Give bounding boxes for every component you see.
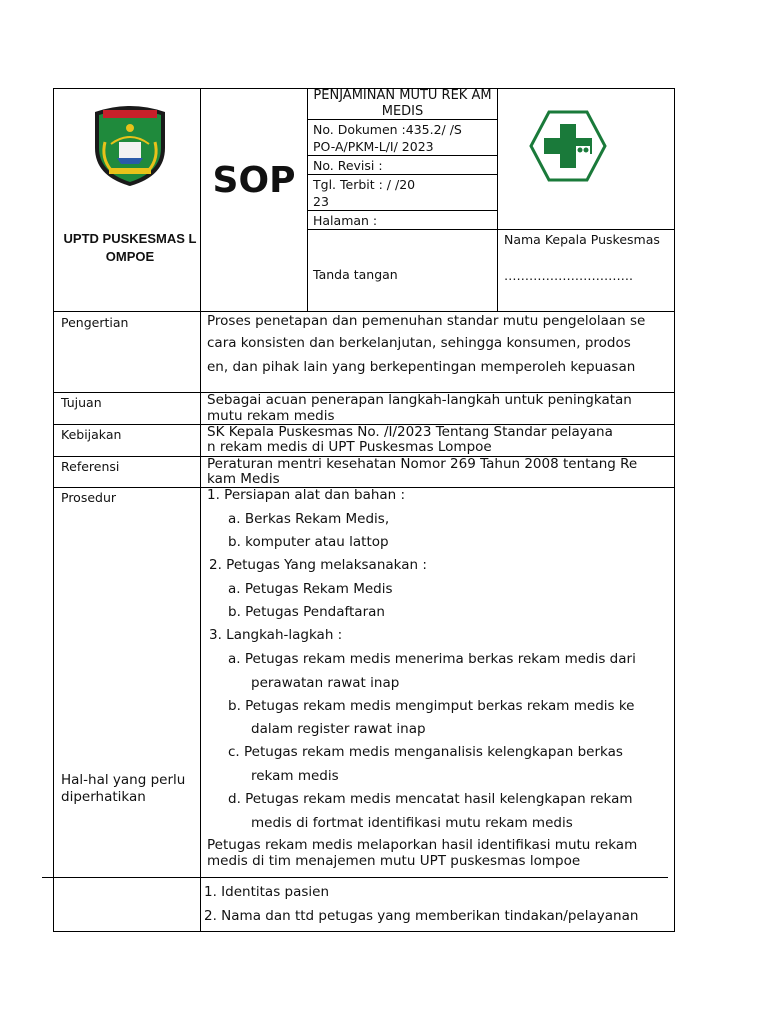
regional-emblem-icon xyxy=(89,102,171,188)
prosedur-step2a: a. Petugas Rekam Medis xyxy=(228,581,393,597)
label-prosedur: Prosedur xyxy=(61,490,117,505)
prosedur-step1a: a. Berkas Rekam Medis, xyxy=(228,511,390,527)
label-referensi: Referensi xyxy=(61,459,120,474)
kebijakan-line2: n rekam medis di UPT Puskesmas Lompoe xyxy=(207,439,492,455)
hal-item1: 1. Identitas pasien xyxy=(204,884,330,900)
prosedur-step1b: b. komputer atau lattop xyxy=(228,534,389,550)
page-field: Halaman : xyxy=(313,213,378,228)
head-label: Nama Kepala Puskesmas xyxy=(504,232,660,247)
pengertian-line3: en, dan pihak lain yang berkepentingan memperoleh kepuasan xyxy=(207,359,636,375)
doc-number-line2: PO-A/PKM-L/I/ 2023 xyxy=(313,139,434,154)
prosedur-step3d-line2: medis di fortmat identifikasi mutu rekam medis xyxy=(251,815,573,831)
prosedur-step3a-line1: a. Petugas rekam medis menerima berkas rekam medis dari xyxy=(228,651,636,667)
org-name: UPTD PUSKESMAS L OMPOE xyxy=(63,231,197,264)
referensi-line1: Peraturan mentri kesehatan Nomor 269 Tahun 2008 tentang Re xyxy=(207,456,638,472)
label-pengertian: Pengertian xyxy=(61,315,129,330)
prosedur-step3: 3. Langkah-lagkah : xyxy=(209,627,343,643)
tujuan-line2: mutu rekam medis xyxy=(207,408,335,424)
prosedur-step3b-line2: dalam register rawat inap xyxy=(251,721,426,737)
prosedur-step3a-line2: perawatan rawat inap xyxy=(251,675,400,691)
prosedur-step2b: b. Petugas Pendaftaran xyxy=(228,604,385,620)
doc-title: PENJAMINAN MUTU REK AM MEDIS xyxy=(313,88,492,119)
issue-date-line2: 23 xyxy=(313,194,329,209)
prosedur-closing-line2: medis di tim menajemen mutu UPT puskesmas lompoe xyxy=(207,853,581,869)
label-tujuan: Tujuan xyxy=(61,395,102,410)
sop-label: SOP xyxy=(212,160,296,201)
head-name-placeholder: …………………………. xyxy=(504,268,633,283)
signature-label: Tanda tangan xyxy=(313,267,398,282)
label-kebijakan: Kebijakan xyxy=(61,427,122,442)
prosedur-step1: 1. Persiapan alat dan bahan : xyxy=(207,487,406,503)
revision-field: No. Revisi : xyxy=(313,158,383,173)
label-hal-line1: Hal-hal yang perlu xyxy=(61,772,186,788)
pengertian-line1: Proses penetapan dan pemenuhan standar mutu pengelolaan se xyxy=(207,313,646,329)
prosedur-closing-line1: Petugas rekam medis melaporkan hasil identifikasi mutu rekam xyxy=(207,837,638,853)
doc-number-line1: No. Dokumen :435.2/ /S xyxy=(313,122,462,137)
prosedur-step3c-line1: c. Petugas rekam medis menganalisis kelengkapan berkas xyxy=(228,744,623,760)
puskesmas-cross-icon xyxy=(529,110,607,182)
kebijakan-line1: SK Kepala Puskesmas No. /I/2023 Tentang Standar pelayana xyxy=(207,424,613,440)
pengertian-line2: cara konsisten dan berkelanjutan, sehingga konsumen, prodos xyxy=(207,335,631,351)
prosedur-step2: 2. Petugas Yang melaksanakan : xyxy=(209,557,427,573)
referensi-line2: kam Medis xyxy=(207,471,280,487)
issue-date-line1: Tgl. Terbit : / /20 xyxy=(313,177,416,192)
prosedur-step3d-line1: d. Petugas rekam medis mencatat hasil kelengkapan rekam xyxy=(228,791,633,807)
prosedur-step3c-line2: rekam medis xyxy=(251,768,339,784)
tujuan-line1: Sebagai acuan penerapan langkah-langkah untuk peningkatan xyxy=(207,392,632,408)
hal-item2: 2. Nama dan ttd petugas yang memberikan tindakan/pelayanan xyxy=(204,908,639,924)
label-hal-line2: diperhatikan xyxy=(61,789,146,805)
prosedur-step3b-line1: b. Petugas rekam medis mengimput berkas rekam medis ke xyxy=(228,698,635,714)
